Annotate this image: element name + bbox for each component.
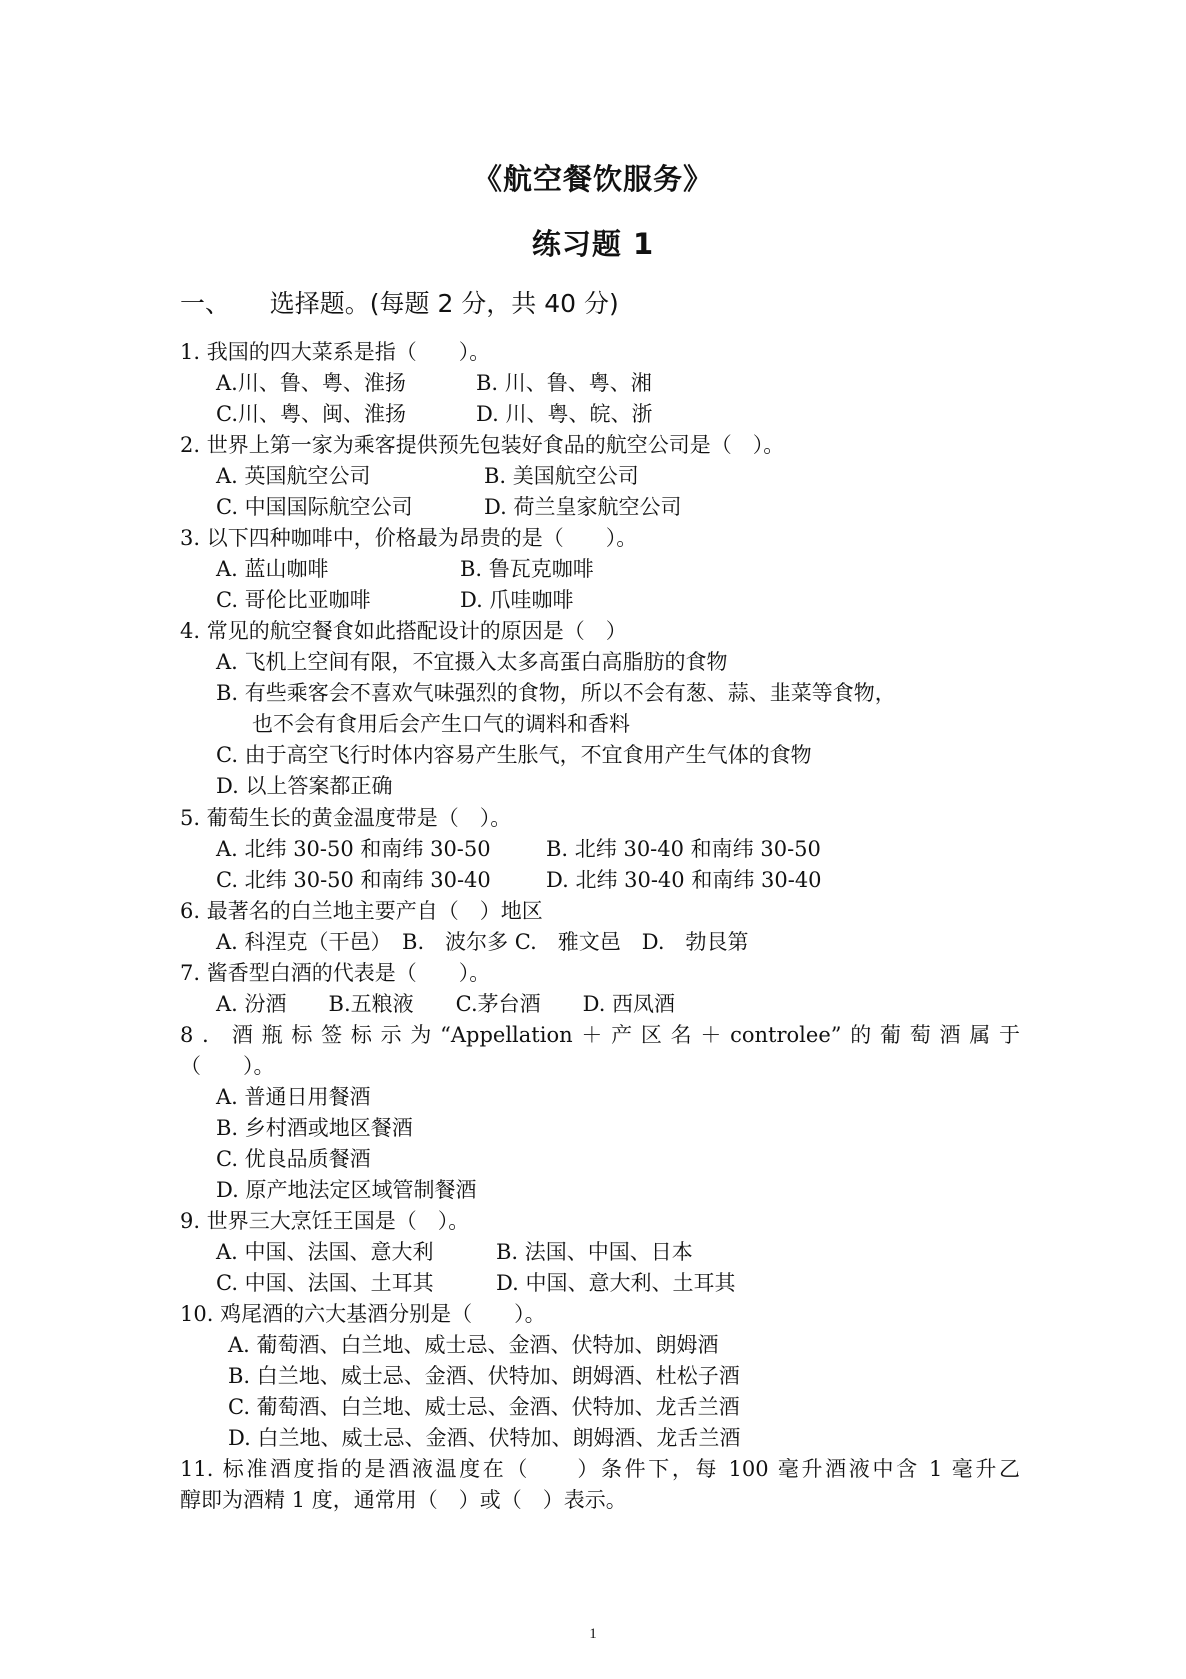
question-stem: 8．酒瓶标签标示为“Appellation＋产区名＋controlee”的葡萄酒属于	[180, 1023, 1020, 1047]
question-8	[180, 1020, 1020, 1206]
question-stem: 7. 酱香型白酒的代表是（ ）。	[180, 961, 491, 985]
question-stem: 3. 以下四种咖啡中，价格最为昂贵的是（ ）。	[180, 526, 638, 550]
section-heading	[180, 284, 619, 320]
question-6	[180, 896, 1020, 958]
option-b: B. 法国、中国、日本	[496, 1240, 693, 1264]
question-stem-continued: （ ）。	[180, 1054, 275, 1078]
document-title: 《航空餐饮服务》	[472, 162, 713, 196]
question-stem: 6. 最著名的白兰地主要产自（ ）地区	[180, 899, 543, 923]
options: A. 汾酒 B.五粮液 C.茅台酒 D. 西凤酒	[216, 992, 676, 1016]
question-3	[180, 523, 1020, 616]
option-d: D. 原产地法定区域管制餐酒	[216, 1178, 477, 1202]
option-a: A. 中国、法国、意大利	[216, 1240, 434, 1264]
option-b: B. 乡村酒或地区餐酒	[216, 1116, 413, 1140]
question-5	[180, 803, 1020, 896]
option-c: C. 中国、法国、土耳其	[216, 1271, 434, 1295]
question-4	[180, 616, 1020, 802]
option-c: C. 中国国际航空公司	[216, 495, 413, 519]
question-stem: 10. 鸡尾酒的六大基酒分别是（ ）。	[180, 1302, 546, 1326]
question-stem-continued: 醇即为酒精 1 度，通常用（ ）或（ ）表示。	[180, 1488, 627, 1512]
option-b: B. 美国航空公司	[484, 464, 639, 488]
section-label: 选择题。(每题 2 分，共 40 分)	[269, 289, 619, 318]
question-11	[180, 1454, 1020, 1516]
question-9	[180, 1206, 1020, 1299]
option-a: A. 飞机上空间有限，不宜摄入太多高蛋白高脂肪的食物	[216, 650, 728, 674]
option-a: A. 普通日用餐酒	[216, 1085, 371, 1109]
option-b-continued: 也不会有食用后会产生口气的调料和香料	[252, 712, 630, 736]
option-c: C. 由于高空飞行时体内容易产生胀气，不宜食用产生气体的食物	[216, 743, 812, 767]
option-b: B. 北纬 30-40 和南纬 30-50	[546, 837, 821, 861]
option-a: A.川、鲁、粤、淮扬	[216, 371, 406, 395]
option-d: D. 中国、意大利、土耳其	[496, 1271, 736, 1295]
option-d: D. 爪哇咖啡	[460, 588, 574, 612]
option-b: B. 有些乘客会不喜欢气味强烈的食物，所以不会有葱、蒜、韭菜等食物，	[216, 681, 896, 705]
question-2	[180, 430, 1020, 523]
option-c: C. 北纬 30-50 和南纬 30-40	[216, 868, 491, 892]
option-d: D. 以上答案都正确	[216, 774, 393, 798]
option-d: D. 荷兰皇家航空公司	[484, 495, 682, 519]
option-a: A. 北纬 30-50 和南纬 30-50	[216, 837, 491, 861]
option-a: A. 英国航空公司	[216, 464, 371, 488]
option-c: C.川、粤、闽、淮扬	[216, 402, 406, 426]
options: A. 科涅克（干邑） B. 波尔多 C. 雅文邑 D. 勃艮第	[216, 930, 749, 954]
page-number: 1	[589, 1626, 597, 1642]
question-1	[180, 337, 1020, 430]
question-stem: 1. 我国的四大菜系是指（ ）。	[180, 340, 491, 364]
option-d: D. 白兰地、威士忌、金酒、伏特加、朗姆酒、龙舌兰酒	[228, 1426, 741, 1450]
question-stem: 2. 世界上第一家为乘客提供预先包装好食品的航空公司是（ ）。	[180, 433, 785, 457]
option-b: B. 川、鲁、粤、湘	[476, 371, 652, 395]
option-a: A. 葡萄酒、白兰地、威士忌、金酒、伏特加、朗姆酒	[228, 1333, 719, 1357]
option-b: B. 白兰地、威士忌、金酒、伏特加、朗姆酒、杜松子酒	[228, 1364, 740, 1388]
section-number: 一、	[180, 289, 231, 318]
question-stem: 9. 世界三大烹饪王国是（ ）。	[180, 1209, 470, 1233]
question-stem: 4. 常见的航空餐食如此搭配设计的原因是（ ）	[180, 619, 627, 643]
option-d: D. 川、粤、皖、浙	[476, 402, 653, 426]
option-c: C. 哥伦比亚咖啡	[216, 588, 371, 612]
option-c: C. 葡萄酒、白兰地、威士忌、金酒、伏特加、龙舌兰酒	[228, 1395, 740, 1419]
question-stem: 5. 葡萄生长的黄金温度带是（ ）。	[180, 806, 512, 830]
option-d: D. 北纬 30-40 和南纬 30-40	[546, 868, 822, 892]
document-subtitle: 练习题 1	[531, 227, 655, 261]
question-10	[180, 1299, 1020, 1454]
option-c: C. 优良品质餐酒	[216, 1147, 371, 1171]
question-7	[180, 958, 1020, 1020]
option-b: B. 鲁瓦克咖啡	[460, 557, 594, 581]
option-a: A. 蓝山咖啡	[216, 557, 329, 581]
question-stem: 11. 标准酒度指的是酒液温度在（ ）条件下，每 100 毫升酒液中含 1 毫升乙	[180, 1457, 1020, 1481]
